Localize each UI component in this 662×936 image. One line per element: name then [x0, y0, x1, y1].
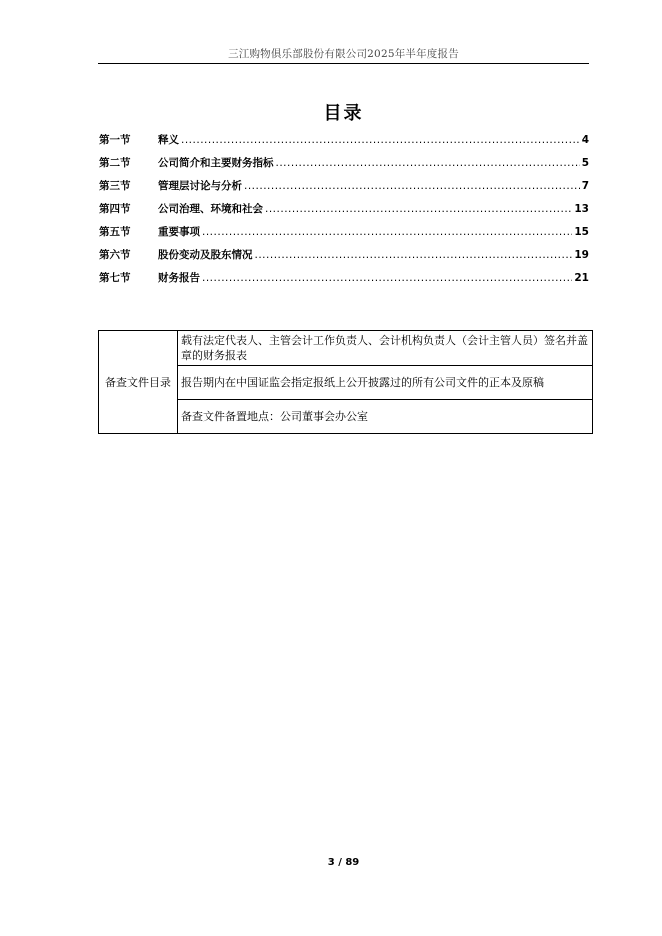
toc-page-number: 13	[574, 203, 589, 215]
toc-page-number: 21	[574, 272, 589, 284]
toc-entry-2[interactable]	[99, 154, 589, 177]
toc-section-number: 第一节	[99, 134, 131, 146]
toc-leader-dots	[181, 131, 580, 149]
page-header: 三江购物俱乐部股份有限公司2025年半年度报告	[228, 48, 459, 60]
toc-page-number: 4	[581, 134, 589, 146]
toc-section-number: 第三节	[99, 180, 131, 192]
toc-section-number: 第二节	[99, 157, 131, 169]
toc-entry-label: 公司治理、环境和社会	[158, 203, 263, 215]
toc-page-number: 7	[581, 180, 589, 192]
reference-documents-table	[98, 330, 593, 434]
toc-entry-7[interactable]	[99, 269, 589, 292]
reference-documents-label: 备查文件目录	[99, 331, 178, 434]
toc-page-number: 15	[574, 226, 589, 238]
reference-document-item: 报告期内在中国证监会指定报纸上公开披露过的所有公司文件的正本及原稿	[178, 366, 593, 400]
toc-entry-label: 公司简介和主要财务指标	[158, 157, 274, 169]
reference-document-item: 备查文件备置地点：公司董事会办公室	[178, 400, 593, 434]
toc-section-number: 第四节	[99, 203, 131, 215]
page-number: 3 / 89	[327, 857, 360, 868]
toc-entry-1[interactable]	[99, 131, 589, 154]
table-row	[99, 331, 593, 366]
toc-section-number: 第六节	[99, 249, 131, 261]
toc-entry-3[interactable]	[99, 177, 589, 200]
toc-entry-6[interactable]	[99, 246, 589, 269]
toc-leader-dots	[244, 177, 580, 195]
toc-section-number: 第五节	[99, 226, 131, 238]
toc-leader-dots	[202, 223, 572, 241]
toc-entry-label: 财务报告	[158, 272, 200, 284]
toc-leader-dots	[276, 154, 580, 172]
toc-leader-dots	[255, 246, 573, 264]
table-of-contents	[99, 131, 589, 292]
toc-leader-dots	[265, 200, 572, 218]
toc-leader-dots	[202, 269, 572, 287]
toc-entry-5[interactable]	[99, 223, 589, 246]
toc-page-number: 5	[581, 157, 589, 169]
toc-title: 目录	[323, 103, 364, 124]
toc-entry-label: 重要事项	[158, 226, 200, 238]
toc-entry-4[interactable]	[99, 200, 589, 223]
toc-entry-label: 股份变动及股东情况	[158, 249, 253, 261]
toc-section-number: 第七节	[99, 272, 131, 284]
header-divider	[98, 63, 589, 64]
toc-page-number: 19	[574, 249, 589, 261]
toc-entry-label: 释义	[158, 134, 179, 146]
toc-entry-label: 管理层讨论与分析	[158, 180, 242, 192]
reference-document-item: 载有法定代表人、主管会计工作负责人、会计机构负责人（会计主管人员）签名并盖章的财务报表	[178, 331, 593, 366]
